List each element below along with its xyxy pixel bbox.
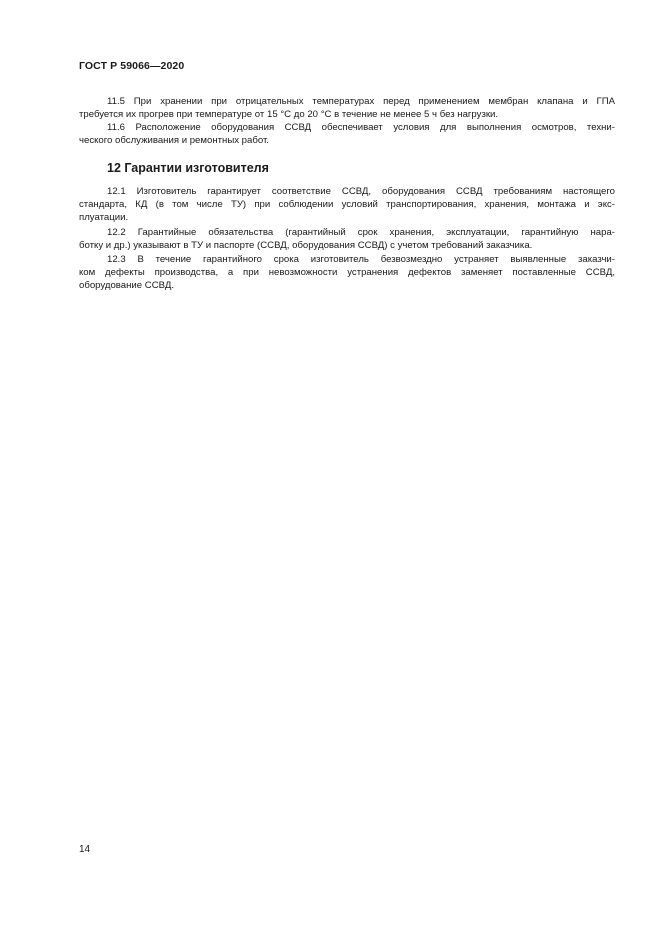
paragraph-12-1 [79, 185, 615, 224]
text-line: требуется их прогрев при температуре от 15 °С до 20 °С в течение не менее 5 ч без нагрузки. [79, 109, 499, 120]
text-line: ческого обслуживания и ремонтных работ. [79, 135, 269, 146]
text-line: 11.5 При хранении при отрицательных температурах перед применением мембран клапана и ГПА [107, 96, 615, 107]
text-line: ботку и др.) указывают в ТУ и паспорте (ССВД, оборудования ССВД) с учетом требований заказчика. [79, 240, 533, 251]
text-line: 12.3 В течение гарантийного срока изготовитель безвозмездно устраняет выявленные заказчи- [107, 254, 615, 265]
text-line: ком дефекты производства, а при невозможности устранения дефектов заменяет поставленные ССВД, [79, 267, 615, 278]
text-line: оборудование ССВД. [79, 280, 174, 291]
paragraph-12-2 [79, 226, 615, 252]
text-line: 12.2 Гарантийные обязательства (гарантийный срок хранения, эксплуатации, гарантийную нара- [107, 227, 615, 238]
paragraph-11-5 [79, 95, 615, 121]
paragraph-11-6 [79, 121, 615, 147]
text-line: 11.6 Расположение оборудования ССВД обеспечивает условия для выполнения осмотров, техни- [107, 122, 615, 133]
text-line: стандарта, КД (в том числе ТУ) при соблюдении условий транспортирования, хранения, монтажа и экс- [79, 199, 615, 210]
text-line: 12.1 Изготовитель гарантирует соответствие ССВД, оборудования ССВД требованиям настоящего [107, 186, 615, 197]
section-heading: 12 Гарантии изготовителя [107, 161, 269, 175]
page-number: 14 [79, 844, 91, 855]
text-line: плуатации. [79, 212, 129, 223]
standard-code: ГОСТ Р 59066—2020 [79, 60, 185, 72]
paragraph-12-3 [79, 253, 615, 292]
